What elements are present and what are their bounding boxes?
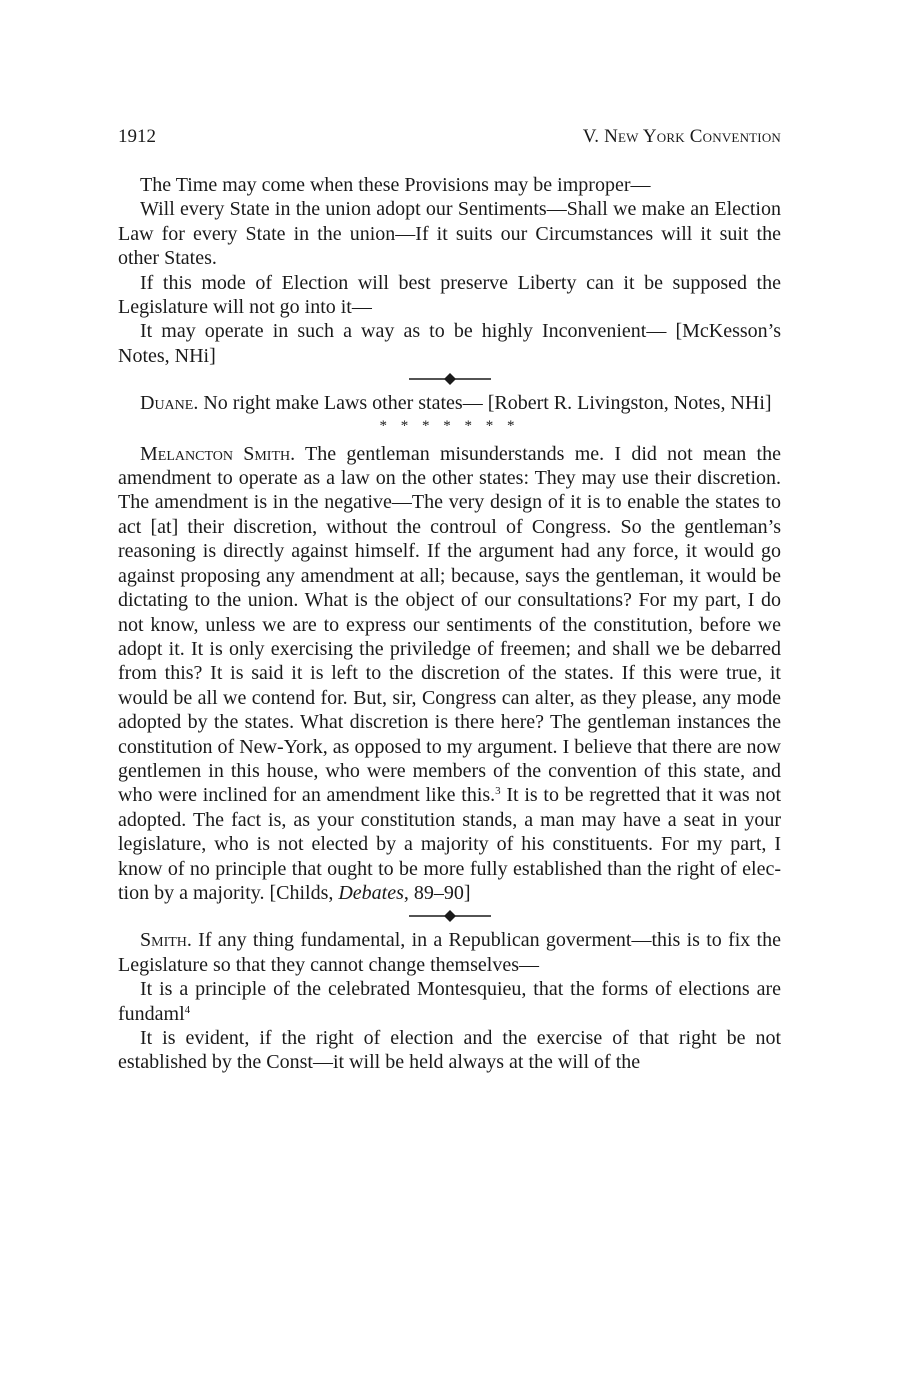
speech-smith [118,928,781,977]
paragraph: It may operate in such a way as to be highly Inconvenient— [McKesson’s Notes, NHi] [118,320,781,367]
speech-text: . The gentleman misunderstands me. I did not mean the amendment to operate as a law on the other states: They may use their discretion. The amendment is in the negative—The very design of it is to enable the states to act [at] their discretion, without the controul of Congress. So the gentleman’s reasoning is directly against himself. If the argument had any force, it would go against proposing any amendment at all; because, says the gentleman, it would be dictating to the union. What is the object of our consultations? For my part, I do not know, unless we are to express our sentiments of the constitution, before we adopt it. It is only exercising the priviledge of freemen; and shall we be debarred from this? It is said it is left to the discretion of the states. If this were true, it would be all we contend for. But, sir, Congress can alter, as they please, any mode adopted by the states. What discretion is there here? The gentleman instances the constitution of New-York, as opposed to my argument. I believe that there are now gentlemen in this house, who were members of the convention of this state, and who were inclined for an amendment like this. [118,442,781,807]
paragraph: It is evident, if the right of election and the exercise of that right be not established by the Const—it will be held always at the will of the [118,1027,781,1074]
speaker-name: Smith [140,929,187,952]
paragraph-text: It is a principle of the celebrated Montesquieu, that the forms of elections are fundaml [118,978,781,1025]
asterisk-separator: * * * * * * * [379,417,520,434]
speech-melancton-smith [118,442,781,906]
speaker-name: Melancton Smith [140,442,291,465]
diamond-divider-icon [409,909,491,923]
speaker-name: Duane [140,392,194,415]
footnote-ref[interactable]: 3 [495,785,501,798]
speech-text: . No right make Laws other states— [Robert R. Livingston, Notes, NHi] [193,392,772,415]
paragraph: The Time may come when these Provisions may be improper— [140,174,651,196]
speech-text: . If any thing fundamental, in a Republican goverment—this is to fix the Legislature so that they cannot change themselves— [118,929,781,976]
running-title: V. New York Convention [582,126,781,147]
running-head [118,124,781,150]
source-pages: , 89–90] [403,881,471,904]
diamond-divider-icon [409,372,491,386]
body-text [118,173,781,1075]
paragraph: If this mode of Election will best preserve Liberty can it be supposed the Legislature will not go into it— [118,271,781,319]
speech-text: It is to be regretted that it was not adopted. The fact is, as your constitution stands, a man may have a seat in your legislature, who is not elected by a majority of his constituents. For my part, I know of no principle that ought to be more fully established than the right of election by a majority. [Childs, [118,784,781,904]
paragraph [118,977,781,1026]
page-number: 1912 [118,126,156,147]
source-title: Debates [338,881,404,904]
paragraph: Will every State in the union adopt our Sentiments—Shall we make an Election Law for every State in the union—If it suits our Circumstances will it suit the other States. [118,198,781,270]
footnote-ref[interactable]: 4 [184,1003,191,1016]
speech-duane [118,391,781,415]
